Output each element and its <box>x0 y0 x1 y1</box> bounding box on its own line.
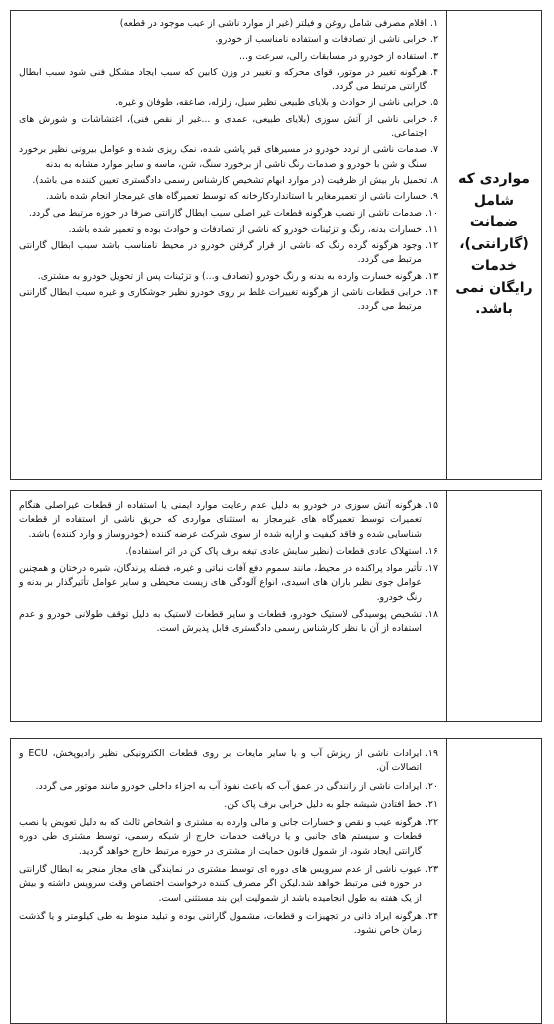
list-item: ۱۳. هرگونه خسارت وارده به بدنه و رنگ خودرو (تصادف و...) و تزئینات پس از تحویل خودرو به مشتری. <box>37 270 438 282</box>
list-item: ۲۳. عیوب ناشی از عدم سرویس های دوره ای توسط مشتری در نمایندگی های مجاز منجر به ابطال گارانتی در حوزه فنی مرتبط خواهد شد.لیکن اگر مصرف کننده درخواست اختصاص وقت سرویس داشته و بیش از یک هفته به طول انجامیده باشد از شمولیت این بند مستثنی است. <box>19 864 438 904</box>
list-item: ۷. صدمات ناشی از تردد خودرو در مسیرهای قیر پاشی شده، نمک ریزی شده و عوامل بیرونی نظیر برخورد سنگ و شن با خودرو و صدمات رنگ ناشی از برخورد سنگ، شن، ماسه و سایر موارد مشابه به بدنه <box>19 144 438 170</box>
list-item: ۱۹. ایرادات ناشی از ریزش آب و یا سایر مایعات بر روی قطعات الکترونیکی نظیر رادیوپخش، ECU و اتصالات آن. <box>19 748 438 774</box>
list-item: ۵. خرابی ناشی از حوادث و بلایای طبیعی نظیر سیل، زلزله، صاعقه، طوفان و غیره. <box>115 97 438 109</box>
exclusions-header-cell <box>446 11 541 479</box>
list-item: ۲۱. خط افتادن شیشه جلو به دلیل خرابی برف پاک کن. <box>224 798 438 810</box>
list-item: ۳. استفاده از خودرو در مسابقات رالی، سرعت و... <box>239 50 438 62</box>
empty-header-cell <box>446 491 541 721</box>
exclusions-list-2 <box>11 491 446 721</box>
list-item: ۱۷. تأثیر مواد پراکنده در محیط، مانند سموم دفع آفات نباتی و غیره، فضله پرندگان، شیره درختان و همچنین عوامل جوی نظیر باران های اسیدی، انواع آلودگی های زیست محیطی و سایر عوامل تأثیرگذار بر بدنه و رنگ خودرو. <box>19 563 438 603</box>
exclusions-list-3 <box>11 739 446 1023</box>
empty-header-cell <box>446 739 541 1023</box>
warranty-exclusions-table-3 <box>10 738 542 1024</box>
list-item: ۲۰. ایرادات ناشی از رانندگی در عمق آب که باعث نفوذ آب به اجزاء داخلی خودرو مانند موتور می گردد. <box>35 780 438 792</box>
exclusions-header-text: مواردی که شامل ضمانت (گارانتی)، خدمات رایگان نمی باشد. <box>455 171 533 318</box>
list-item: ۱۵. هرگونه آتش سوزی در خودرو به دلیل عدم رعایت موارد ایمنی یا استفاده از قطعات غیراصلی هنگام تعمیرات توسط تعمیرگاه های غیرمجاز به استثنای مواردی که حریق ناشی از استفاده از قطعات شناسایی شده و فاقد کیفیت و ارایه شده از سوی شرکت عرضه کننده (خودروساز و وارد کننده) باشد. <box>19 500 438 540</box>
list-item: ۴. هرگونه تغییر در موتور، قوای محرکه و تغییر در وزن کابین که سبب ایجاد مشکل فنی شود سبب ابطال گارانتی مرتبط می گردد. <box>19 66 438 93</box>
list-item: ۶. خرابی ناشی از آتش سوزی (بلایای طبیعی، عمدی و ...غیر از نقص فنی)، اغتشاشات و شورش های اجتماعی. <box>19 113 438 140</box>
list-item: ۱۰. صدمات ناشی از نصب هرگونه قطعات غیر اصلی سبب ابطال گارانتی صرفا در حوزه مرتبط می گردد. <box>28 207 438 219</box>
list-item: ۱. اقلام مصرفی شامل روغن و فیلتر (غیر از موارد ناشی از عیب موجود در قطعه) <box>119 18 438 29</box>
list-item: ۱۴. خرابی قطعات ناشی از هرگونه تغییرات غلط بر روی خودرو نظیر جوشکاری و غیره سبب ابطال گارانتی مرتبط می گردد. <box>19 287 438 313</box>
list-item: ۱۸. تشخیص پوسیدگی لاستیک خودرو، قطعات و سایر قطعات لاستیک به دلیل توقف طولانی خودرو و عدم استفاده از آن با نظر کارشناس رسمی دادگستری قابل پذیرش است. <box>19 609 438 635</box>
list-item: ۹. خسارات ناشی از تعمیرمغایر با استانداردکارخانه که توسط تعمیرگاه های غیرمجاز انجام شده باشد. <box>45 191 438 203</box>
list-item: ۱۶. استهلاک عادی قطعات (نظیر سایش عادی تیغه برف پاک کن در اثر استفاده). <box>125 545 438 557</box>
list-item: ۱۲. وجود هرگونه گرده رنگ که ناشی از قرار گرفتن خودرو در محیط نامناسب باشد سبب ابطال گارانتی مرتبط می گردد. <box>19 240 438 266</box>
list-item: ۲. خرابی ناشی از تصادفات و استفاده نامناسب از خودرو. <box>215 34 438 46</box>
list-item: ۲۴. هرگونه ایراد ذاتی در تجهیزات و قطعات، مشمول گارانتی بوده و تبلید منوط به طی کیلومتر و یا گذشت زمان خاص نشود. <box>19 910 438 937</box>
warranty-exclusions-table-2 <box>10 490 542 722</box>
warranty-exclusions-table-1 <box>10 10 542 480</box>
list-item: ۸. تحمیل بار بیش از ظرفیت (در موارد ابهام تشخیص کارشناس رسمی دادگستری تعیین کننده می باشد). <box>32 174 438 186</box>
exclusions-list-1 <box>11 11 446 479</box>
list-item: ۱۱. خسارات بدنه، رنگ و تزئینات خودرو که ناشی از تصادفات و حوادث بوده و تعمیر شده باشد. <box>68 223 438 235</box>
list-item: ۲۲. هرگونه عیب و نقص و خسارات جانی و مالی وارده به مشتری و اشخاص ثالث که به دلیل تعویض یا نصب قطعات و سیستم های جانبی و یا دریافت خدمات خارج از شبکه رسمی، توسط مشتری طی دوره گارانتی ایجاد شود، از شمول قانون حمایت از مشتری در حوزه مرتبط خارج خواهد گردید. <box>19 817 438 857</box>
